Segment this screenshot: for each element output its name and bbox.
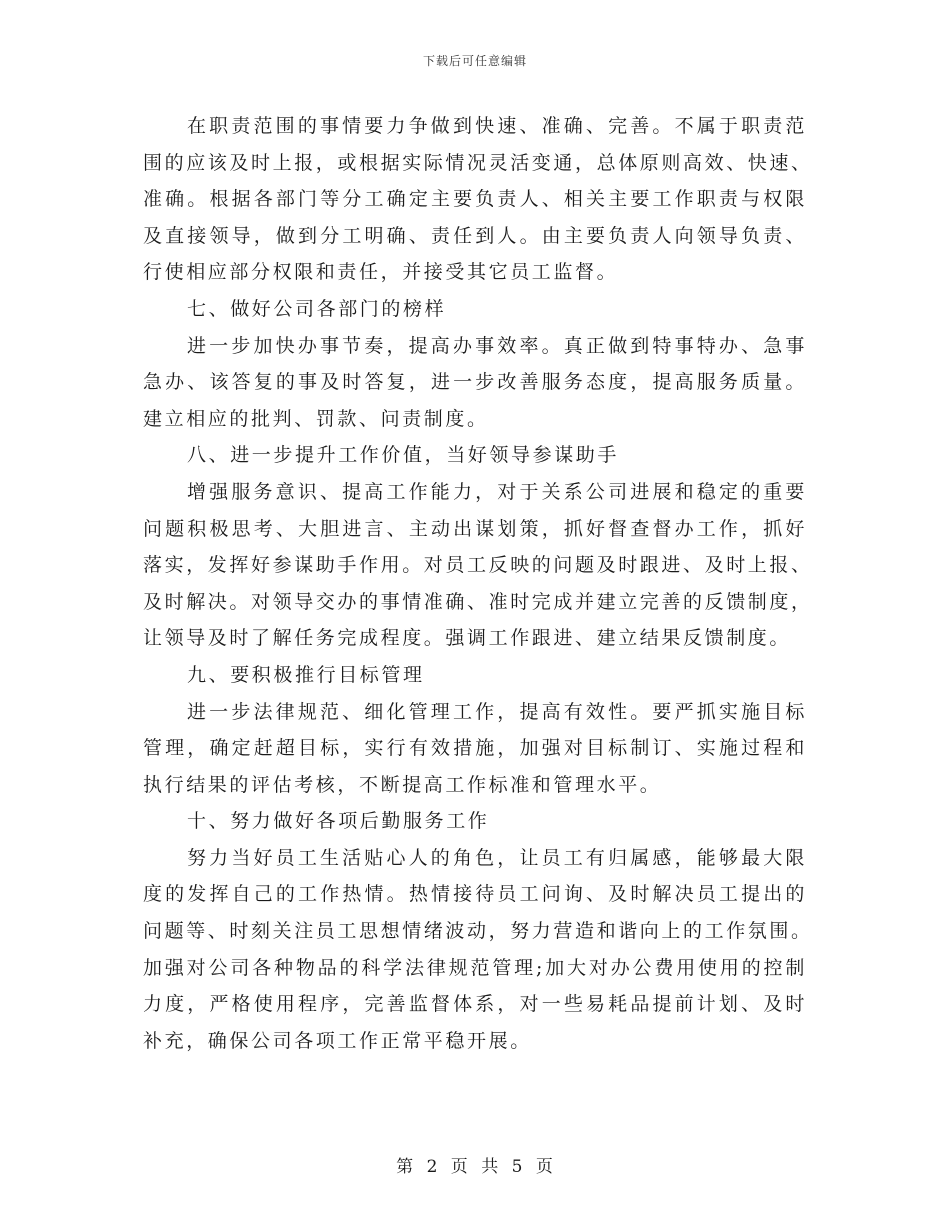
paragraph-line: 及时解决。对领导交办的事情准确、准时完成并建立完善的反馈制度， (143, 590, 813, 613)
paragraph-line: 准确。根据各部门等分工确定主要负责人、相关主要工作职责与权限 (143, 188, 807, 211)
section-heading: 九、要积极推行目标管理 (187, 663, 425, 686)
paragraph-line: 努力当好员工生活贴心人的角色，让员工有归属感，能够最大限 (187, 846, 807, 869)
section-heading: 十、努力做好各项后勤服务工作 (187, 810, 490, 833)
paragraph-line: 建立相应的批判、罚款、问责制度。 (143, 407, 489, 430)
paragraph-line: 问题等、时刻关注员工思想情绪波动，努力营造和谐向上的工作氛围。 (143, 920, 813, 943)
paragraph-line: 度的发挥自己的工作热情。热情接待员工问询、及时解决员工提出的 (143, 883, 807, 906)
paragraph-line: 围的应该及时上报，或根据实际情况灵活变通，总体原则高效、快速、 (143, 151, 813, 174)
paragraph-line: 加强对公司各种物品的科学法律规范管理;加大对办公费用使用的控制 (143, 956, 807, 979)
paragraph-line: 落实，发挥好参谋助手作用。对员工反映的问题及时跟进、及时上报、 (143, 554, 813, 577)
section-heading: 七、做好公司各部门的榜样 (187, 297, 447, 320)
paragraph-line: 管理，确定赶超目标，实行有效措施，加强对目标制订、实施过程和 (143, 737, 807, 760)
header-note: 下载后可任意编辑 (422, 54, 527, 68)
paragraph-line: 行使相应部分权限和责任，并接受其它员工监督。 (143, 261, 619, 284)
paragraph-line: 在职责范围的事情要力争做到快速、准确、完善。不属于职责范 (187, 115, 807, 137)
paragraph-line: 及直接领导，做到分工明确、责任到人。由主要负责人向领导负责、 (143, 224, 807, 247)
paragraph-line: 进一步加快办事节奏，提高办事效率。真正做到特事特办、急事 (187, 334, 807, 357)
paragraph-line: 力度，严格使用程序，完善监督体系，对一些易耗品提前计划、及时 (143, 993, 807, 1016)
paragraph-line: 急办、该答复的事及时答复，进一步改善服务态度，提高服务质量。 (143, 371, 807, 394)
paragraph-line: 进一步法律规范、细化管理工作，提高有效性。要严抓实施目标 (187, 700, 807, 723)
document-body (143, 108, 813, 1059)
section-heading: 八、进一步提升工作价值，当好领导参谋助手 (187, 444, 620, 467)
paragraph-line: 问题积极思考、大胆进言、主动出谋划策，抓好督查督办工作，抓好 (143, 517, 807, 540)
paragraph-line: 增强服务意识、提高工作能力，对于关系公司进展和稳定的重要 (187, 480, 807, 503)
paragraph-line: 补充，确保公司各项工作正常平稳开展。 (143, 1029, 532, 1052)
page-number: 第 2 页 共 5 页 (396, 1157, 554, 1177)
paragraph-line: 让领导及时了解任务完成程度。强调工作跟进、建立结果反馈制度。 (143, 627, 792, 650)
paragraph-line: 执行结果的评估考核，不断提高工作标准和管理水平。 (143, 773, 662, 796)
